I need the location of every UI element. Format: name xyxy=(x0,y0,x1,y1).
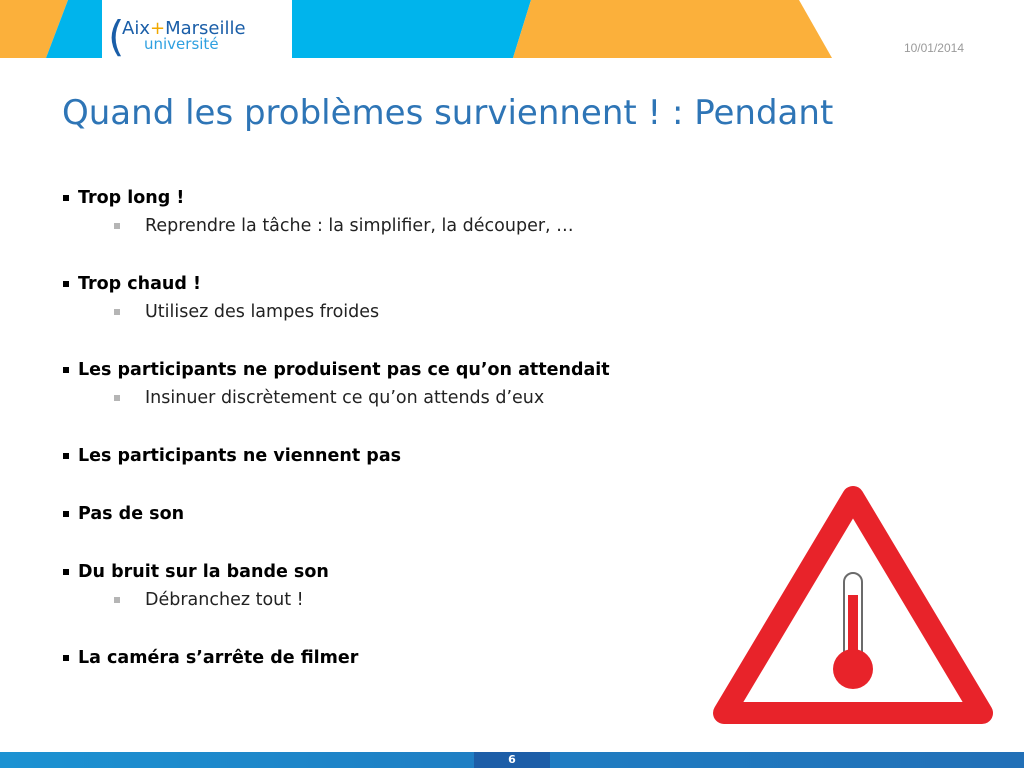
bullet-item xyxy=(62,356,702,412)
logo-wordmark: Aix+Marseille xyxy=(122,18,246,39)
bullet-item xyxy=(62,500,702,528)
bullet-item xyxy=(62,184,702,240)
thermometer-bulb xyxy=(833,649,873,689)
university-logo xyxy=(108,12,268,61)
bullet-heading: Les participants ne viennent pas xyxy=(78,446,402,466)
bullet-item xyxy=(62,442,702,470)
square-subbullet-icon xyxy=(114,597,120,603)
square-bullet-icon xyxy=(63,655,69,661)
square-bullet-icon xyxy=(63,281,69,287)
footer-bar xyxy=(0,752,1024,768)
logo-bracket: ( xyxy=(108,12,125,61)
bullet-item xyxy=(62,644,702,672)
bullet-list xyxy=(62,184,702,672)
logo-subtitle: université xyxy=(144,35,219,53)
square-bullet-icon xyxy=(63,367,69,373)
bullet-subtext: Utilisez des lampes froides xyxy=(145,302,380,322)
square-subbullet-icon xyxy=(114,309,120,315)
warning-thermometer-icon xyxy=(712,485,994,737)
bullet-item xyxy=(62,270,702,326)
slide-title: Quand les problèmes surviennent ! : Pendant xyxy=(62,93,834,133)
bullet-item xyxy=(62,558,702,614)
bullet-heading: La caméra s’arrête de filmer xyxy=(78,648,359,668)
bullet-heading: Pas de son xyxy=(78,504,185,524)
square-bullet-icon xyxy=(63,195,69,201)
square-subbullet-icon xyxy=(114,395,120,401)
logo-plus: + xyxy=(149,18,166,39)
square-subbullet-icon xyxy=(114,223,120,229)
bullet-subtext: Débranchez tout ! xyxy=(145,590,304,610)
bullet-heading: Trop long ! xyxy=(78,188,185,208)
bullet-subtext: Reprendre la tâche : la simplifier, la découper, … xyxy=(145,216,574,236)
bullet-heading: Les participants ne produisent pas ce qu’on attendait xyxy=(78,360,610,380)
bullet-subtext: Insinuer discrètement ce qu’on attends d’eux xyxy=(145,388,545,408)
bullet-heading: Du bruit sur la bande son xyxy=(78,562,329,582)
square-bullet-icon xyxy=(63,453,69,459)
slide-date: 10/01/2014 xyxy=(903,41,964,55)
bullet-heading: Trop chaud ! xyxy=(78,274,201,294)
square-bullet-icon xyxy=(63,569,69,575)
banner-orange-right xyxy=(513,0,832,58)
square-bullet-icon xyxy=(63,511,69,517)
page-number: 6 xyxy=(508,753,516,766)
